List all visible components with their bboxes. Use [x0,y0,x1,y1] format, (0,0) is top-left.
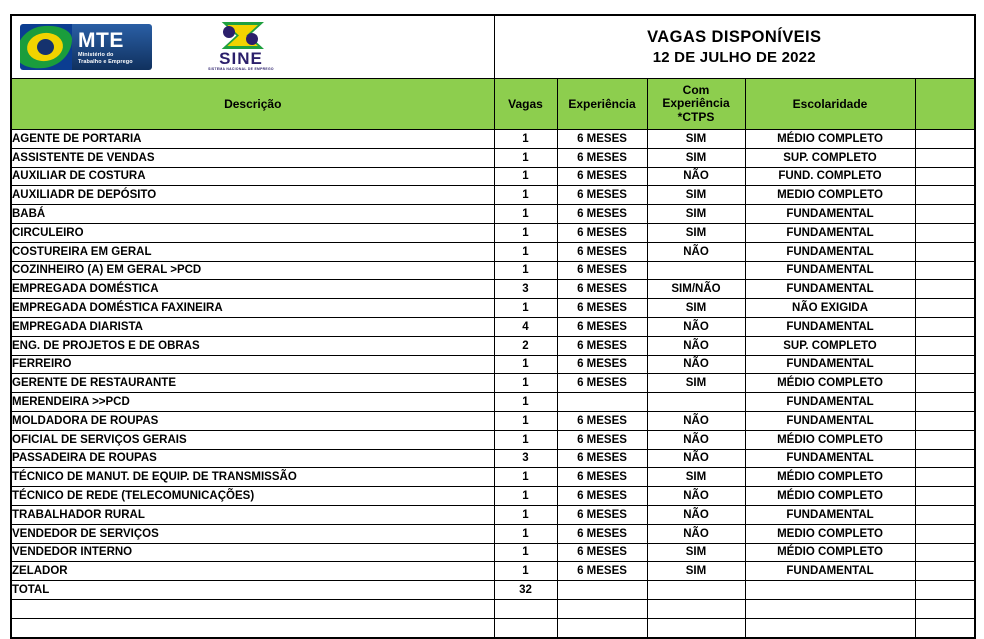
cell-ctps: SIM [647,543,745,562]
cell-experiencia: 6 MESES [557,411,647,430]
cell-ctps: SIM [647,186,745,205]
cell-extra [915,487,975,506]
cell-escolaridade: MÉDIO COMPLETO [745,374,915,393]
cell-vagas: 1 [494,411,557,430]
cell-experiencia: 6 MESES [557,487,647,506]
cell-experiencia [557,599,647,618]
cell-descricao: COSTUREIRA EM GERAL [11,242,494,261]
column-header-escolaridade: Escolaridade [745,79,915,130]
page-title: VAGAS DISPONÍVEIS [647,27,822,46]
column-header-ctps-line3: *CTPS [677,109,715,124]
cell-ctps [647,393,745,412]
cell-extra [915,430,975,449]
cell-descricao [11,618,494,637]
cell-experiencia: 6 MESES [557,299,647,318]
cell-experiencia: 6 MESES [557,562,647,581]
cell-descricao: CIRCULEIRO [11,223,494,242]
cell-ctps: NÃO [647,167,745,186]
cell-ctps: NÃO [647,355,745,374]
cell-descricao: TOTAL [11,581,494,600]
cell-escolaridade: SUP. COMPLETO [745,148,915,167]
cell-vagas: 1 [494,374,557,393]
cell-ctps: NÃO [647,505,745,524]
column-header-row [11,79,975,130]
cell-experiencia: 6 MESES [557,242,647,261]
cell-vagas: 1 [494,355,557,374]
table-row [11,355,975,374]
sine-wordmark: SINE [219,49,263,68]
table-row [11,524,975,543]
cell-descricao [11,599,494,618]
cell-escolaridade: MEDIO COMPLETO [745,186,915,205]
vacancies-table [10,14,976,639]
cell-extra [915,261,975,280]
cell-descricao: GERENTE DE RESTAURANTE [11,374,494,393]
cell-escolaridade: MÉDIO COMPLETO [745,543,915,562]
cell-escolaridade: NÃO EXIGIDA [745,299,915,318]
brazil-flag-icon [20,24,72,70]
cell-vagas: 1 [494,393,557,412]
cell-ctps: NÃO [647,411,745,430]
cell-descricao: BABÁ [11,205,494,224]
cell-vagas: 1 [494,148,557,167]
cell-ctps: NÃO [647,487,745,506]
cell-experiencia: 6 MESES [557,130,647,149]
cell-ctps [647,581,745,600]
table-row [11,562,975,581]
cell-experiencia: 6 MESES [557,317,647,336]
cell-extra [915,242,975,261]
cell-experiencia: 6 MESES [557,468,647,487]
cell-descricao: TÉCNICO DE MANUT. DE EQUIP. DE TRANSMISSÃO [11,468,494,487]
cell-ctps [647,618,745,637]
cell-vagas: 1 [494,242,557,261]
table-row [11,167,975,186]
cell-escolaridade: FUNDAMENTAL [745,393,915,412]
cell-descricao: PASSADEIRA DE ROUPAS [11,449,494,468]
cell-descricao: EMPREGADA DOMÉSTICA FAXINEIRA [11,299,494,318]
column-header-descricao: Descrição [11,79,494,130]
cell-vagas: 1 [494,468,557,487]
cell-extra [915,411,975,430]
table-row [11,242,975,261]
cell-vagas: 32 [494,581,557,600]
cell-escolaridade: MÉDIO COMPLETO [745,487,915,506]
cell-escolaridade: MÉDIO COMPLETO [745,130,915,149]
table-row [11,317,975,336]
cell-extra [915,618,975,637]
cell-ctps: SIM/NÃO [647,280,745,299]
cell-descricao: VENDEDOR DE SERVIÇOS [11,524,494,543]
table-row [11,599,975,618]
cell-vagas: 1 [494,299,557,318]
cell-escolaridade: FUNDAMENTAL [745,261,915,280]
cell-extra [915,317,975,336]
cell-extra [915,374,975,393]
sine-logo [204,22,278,72]
cell-escolaridade: FUNDAMENTAL [745,505,915,524]
cell-escolaridade [745,581,915,600]
table-row [11,618,975,637]
column-header-experiencia: Experiência [557,79,647,130]
cell-experiencia: 6 MESES [557,186,647,205]
cell-descricao: VENDEDOR INTERNO [11,543,494,562]
table-row [11,411,975,430]
page-date: 12 DE JULHO DE 2022 [652,49,816,66]
cell-vagas: 1 [494,562,557,581]
cell-experiencia: 6 MESES [557,505,647,524]
cell-ctps: SIM [647,223,745,242]
cell-experiencia: 6 MESES [557,336,647,355]
cell-experiencia [557,618,647,637]
cell-vagas: 3 [494,280,557,299]
cell-experiencia: 6 MESES [557,543,647,562]
cell-descricao: AGENTE DE PORTARIA [11,130,494,149]
cell-escolaridade: FUNDAMENTAL [745,449,915,468]
table-row [11,393,975,412]
banner-row [11,15,975,79]
cell-vagas: 1 [494,505,557,524]
cell-escolaridade: FUNDAMENTAL [745,242,915,261]
cell-experiencia: 6 MESES [557,355,647,374]
cell-escolaridade: FUNDAMENTAL [745,411,915,430]
cell-extra [915,468,975,487]
cell-escolaridade: MEDIO COMPLETO [745,524,915,543]
cell-vagas: 1 [494,430,557,449]
cell-escolaridade: MÉDIO COMPLETO [745,430,915,449]
cell-ctps: SIM [647,374,745,393]
table-row [11,336,975,355]
cell-ctps: SIM [647,148,745,167]
table-row [11,430,975,449]
cell-escolaridade: FUNDAMENTAL [745,223,915,242]
cell-vagas: 1 [494,524,557,543]
table-row [11,223,975,242]
cell-ctps: NÃO [647,449,745,468]
table-row [11,299,975,318]
cell-descricao: TÉCNICO DE REDE (TELECOMUNICAÇÕES) [11,487,494,506]
cell-ctps: SIM [647,299,745,318]
cell-descricao: EMPREGADA DOMÉSTICA [11,280,494,299]
column-header-ctps-line2: Experiência [662,96,730,111]
cell-vagas: 1 [494,223,557,242]
column-header-vagas: Vagas [494,79,557,130]
cell-escolaridade: FUNDAMENTAL [745,355,915,374]
cell-extra [915,186,975,205]
cell-descricao: FERREIRO [11,355,494,374]
cell-ctps: NÃO [647,242,745,261]
table-row [11,130,975,149]
cell-descricao: AUXILIAR DE COSTURA [11,167,494,186]
cell-vagas: 3 [494,449,557,468]
table-body [11,15,975,638]
cell-descricao: ASSISTENTE DE VENDAS [11,148,494,167]
title-cell [494,15,975,79]
column-header-ctps-line1: Com [682,82,710,97]
cell-extra [915,148,975,167]
table-row [11,205,975,224]
cell-extra [915,130,975,149]
cell-experiencia: 6 MESES [557,430,647,449]
cell-experiencia: 6 MESES [557,261,647,280]
cell-escolaridade: FUNDAMENTAL [745,205,915,224]
cell-vagas [494,599,557,618]
cell-vagas: 1 [494,487,557,506]
cell-vagas [494,618,557,637]
sine-arrows-icon [218,22,264,49]
table-row [11,280,975,299]
table-row [11,261,975,280]
table-row [11,468,975,487]
mte-acronym: MTE [78,28,124,52]
cell-descricao: MERENDEIRA >>PCD [11,393,494,412]
cell-descricao: OFICIAL DE SERVIÇOS GERAIS [11,430,494,449]
table-row [11,186,975,205]
cell-extra [915,562,975,581]
cell-experiencia: 6 MESES [557,148,647,167]
cell-experiencia: 6 MESES [557,167,647,186]
cell-vagas: 1 [494,543,557,562]
cell-ctps: NÃO [647,430,745,449]
cell-vagas: 1 [494,261,557,280]
cell-extra [915,280,975,299]
cell-experiencia: 6 MESES [557,205,647,224]
cell-extra [915,543,975,562]
cell-experiencia [557,393,647,412]
logo-cell [11,15,494,79]
cell-descricao: EMPREGADA DIARISTA [11,317,494,336]
cell-experiencia: 6 MESES [557,449,647,468]
mte-logo [20,24,152,70]
cell-vagas: 2 [494,336,557,355]
cell-extra [915,167,975,186]
cell-descricao: ENG. DE PROJETOS E DE OBRAS [11,336,494,355]
cell-ctps: NÃO [647,336,745,355]
cell-vagas: 1 [494,130,557,149]
cell-extra [915,524,975,543]
cell-ctps: NÃO [647,317,745,336]
cell-ctps: SIM [647,205,745,224]
cell-escolaridade: MÉDIO COMPLETO [745,468,915,487]
column-header-extra [915,79,975,130]
cell-ctps: NÃO [647,524,745,543]
cell-vagas: 4 [494,317,557,336]
cell-escolaridade: SUP. COMPLETO [745,336,915,355]
cell-vagas: 1 [494,167,557,186]
cell-descricao: TRABALHADOR RURAL [11,505,494,524]
cell-descricao: AUXILIADR DE DEPÓSITO [11,186,494,205]
table-row [11,505,975,524]
cell-descricao: ZELADOR [11,562,494,581]
cell-extra [915,355,975,374]
cell-extra [915,299,975,318]
cell-extra [915,449,975,468]
table-row [11,449,975,468]
cell-extra [915,336,975,355]
cell-experiencia: 6 MESES [557,223,647,242]
table-row [11,581,975,600]
cell-descricao: MOLDADORA DE ROUPAS [11,411,494,430]
cell-ctps: SIM [647,562,745,581]
cell-escolaridade: FUNDAMENTAL [745,317,915,336]
cell-extra [915,599,975,618]
cell-escolaridade: FUND. COMPLETO [745,167,915,186]
cell-ctps: SIM [647,130,745,149]
cell-extra [915,505,975,524]
cell-vagas: 1 [494,186,557,205]
mte-subtitle-line1: Ministério do [78,51,114,58]
cell-descricao: COZINHEIRO (A) EM GERAL >PCD [11,261,494,280]
table-row [11,543,975,562]
table-row [11,374,975,393]
cell-escolaridade: FUNDAMENTAL [745,280,915,299]
cell-escolaridade: FUNDAMENTAL [745,562,915,581]
mte-subtitle-line2: Trabalho e Emprego [78,59,133,65]
column-header-ctps [647,79,745,130]
cell-extra [915,581,975,600]
cell-ctps: SIM [647,468,745,487]
cell-ctps [647,261,745,280]
cell-ctps [647,599,745,618]
cell-experiencia: 6 MESES [557,524,647,543]
table-row [11,148,975,167]
sine-subtitle: SISTEMA NACIONAL DE EMPREGO [208,67,274,71]
cell-vagas: 1 [494,205,557,224]
table-row [11,487,975,506]
cell-experiencia: 6 MESES [557,374,647,393]
cell-extra [915,393,975,412]
cell-escolaridade [745,618,915,637]
cell-escolaridade [745,599,915,618]
cell-extra [915,205,975,224]
cell-extra [915,223,975,242]
cell-experiencia: 6 MESES [557,280,647,299]
cell-experiencia [557,581,647,600]
